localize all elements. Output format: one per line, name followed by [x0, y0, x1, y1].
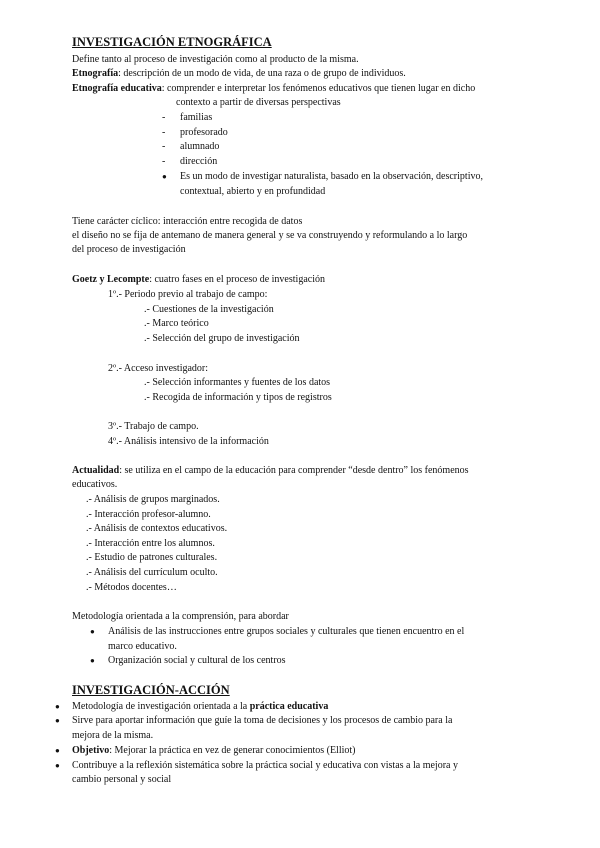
phase-4: 4º.- Análisis intensivo de la información [108, 436, 269, 447]
phase-1-item: .- Selección del grupo de investigación [144, 333, 300, 344]
objetivo-def: : Mejorar la práctica en vez de generar conocimientos (Elliot) [109, 745, 356, 756]
actualidad-item: .- Interacción entre los alumnos. [86, 538, 215, 549]
actualidad-line [72, 464, 469, 478]
contexto-line: contexto a partir de diversas perspectivas [176, 97, 341, 108]
bullet-icon: ● [55, 716, 60, 725]
dash-item-alumnado: alumnado [180, 141, 220, 152]
metodologia-bullet-1: Análisis de las instrucciones entre grupos sociales y culturales que tienen encuentro en el [108, 626, 465, 637]
actualidad-term: Actualidad [72, 465, 120, 476]
ia-bullet-2: Sirve para aportar información que guíe la toma de decisiones y los procesos de cambio para la [72, 715, 453, 726]
ia-bullet-1-text: Metodología de investigación orientada a la [72, 701, 250, 712]
ciclico-line-3: del proceso de investigación [72, 244, 186, 255]
etnografia-term: Etnografía [72, 68, 119, 79]
goetz-term: Goetz y Lecompte [72, 274, 150, 285]
goetz-def: : cuatro fases en el proceso de investigación [149, 274, 325, 285]
phase-3: 3º.- Trabajo de campo. [108, 421, 199, 432]
metodologia-line: Metodología orientada a la comprensión, para abordar [72, 611, 289, 622]
definition-line: Define tanto al proceso de investigación como al producto de la misma. [72, 54, 359, 65]
etnografia-line [72, 67, 406, 81]
etnografia-educativa-line [72, 82, 475, 96]
actualidad-item: .- Métodos docentes… [86, 582, 177, 593]
bullet-icon: ● [90, 627, 95, 636]
naturalista-line-1: Es un modo de investigar naturalista, basado en la observación, descriptivo, [180, 171, 483, 182]
bullet-icon: ● [55, 761, 60, 770]
ciclico-line-1: Tiene carácter cíclico: interacción entre recogida de datos [72, 216, 303, 227]
phase-2-item: .- Recogida de información y tipos de registros [144, 392, 332, 403]
ia-bullet-2-cont: mejora de la misma. [72, 730, 154, 741]
ia-bullet-1 [72, 700, 328, 714]
metodologia-bullet-1-cont: marco educativo. [108, 641, 177, 652]
bullet-icon: ● [55, 746, 60, 755]
actualidad-def: : se utiliza en el campo de la educación para comprender “desde dentro” los fenómenos [119, 465, 469, 476]
ia-bullet-4-cont: cambio personal y social [72, 774, 172, 785]
bullet-icon: ● [90, 656, 95, 665]
etnografia-def: : descripción de un modo de vida, de una raza o de grupo de individuos. [118, 68, 406, 79]
actualidad-item: .- Interacción profesor-alumno. [86, 509, 211, 520]
dash-item-direccion: dirección [180, 156, 218, 167]
phase-2: 2º.- Acceso investigador: [108, 363, 209, 374]
actualidad-line-2: educativos. [72, 479, 118, 490]
bullet-icon: ● [55, 702, 60, 711]
phase-1-item: .- Marco teórico [144, 318, 209, 329]
ciclico-line-2: el diseño no se fija de antemano de manera general y se va construyendo y reformulando a lo largo [72, 230, 468, 241]
etnografia-educativa-def: : comprender e interpretar los fenómenos educativos que tienen lugar en dicho [161, 83, 476, 94]
metodologia-bullet-2: Organización social y cultural de los centros [108, 655, 286, 666]
dash-item-profesorado: profesorado [180, 127, 228, 138]
section-title-investigacion-accion: INVESTIGACIÓN-ACCIÓN [72, 683, 230, 697]
actualidad-item: .- Análisis del currículum oculto. [86, 567, 218, 578]
naturalista-line-2: contextual, abierto y en profundidad [180, 186, 326, 197]
dash-marker: - [162, 127, 166, 138]
etnografia-educativa-term: Etnografía educativa [72, 83, 162, 94]
phase-2-item: .- Selección informantes y fuentes de los datos [144, 377, 331, 388]
dash-marker: - [162, 112, 166, 123]
dash-marker: - [162, 156, 166, 167]
dash-marker: - [162, 141, 166, 152]
actualidad-item: .- Análisis de contextos educativos. [86, 523, 228, 534]
actualidad-item: .- Estudio de patrones culturales. [86, 552, 218, 563]
bullet-icon: ● [162, 172, 167, 181]
section-title-etnografica: INVESTIGACIÓN ETNOGRÁFICA [72, 35, 272, 49]
objetivo-term: Objetivo [72, 745, 110, 756]
dash-item-familias: familias [180, 112, 213, 123]
ia-bullet-3 [72, 744, 356, 758]
phase-1-item: .- Cuestiones de la investigación [144, 304, 274, 315]
goetz-line [72, 273, 325, 287]
ia-bullet-4: Contribuye a la reflexión sistemática sobre la práctica social y educativa con vistas a la mejora y [72, 760, 458, 771]
practica-educativa-term: práctica educativa [249, 701, 329, 712]
actualidad-item: .- Análisis de grupos marginados. [86, 494, 220, 505]
phase-1: 1º.- Periodo previo al trabajo de campo: [108, 289, 268, 300]
